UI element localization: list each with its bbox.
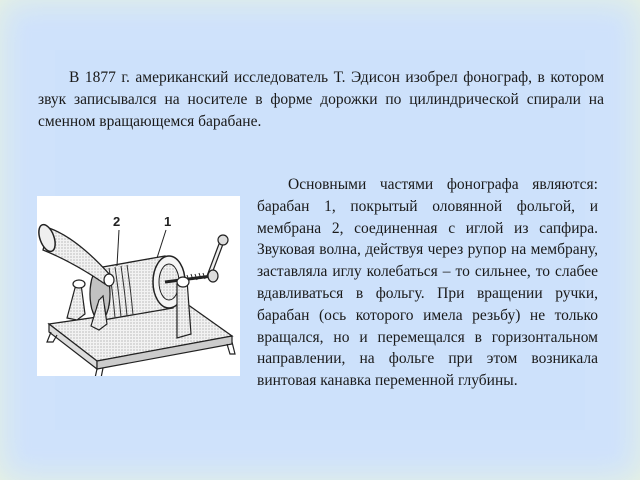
phonograph-figure: [37, 196, 240, 376]
parts-paragraph: Основными частями фонографа являются: барабан 1, покрытый оловянной фольгой, и мембрана 2, соединенная с иглой из сапфира. Звуковая волна, действуя через рупор на мембрану, заставляла иглу колебаться – то сильнее, то слабее вдавливаться в фольгу. При вращении ручки, барабан (ось которого имела резьбу) не только вращался, но и перемещался в горизонтальном направлении, на фольге при этом возникала винтовая канавка переменной глубины.: [257, 176, 598, 390]
label-drum: 1: [164, 214, 172, 229]
label-membrane: 2: [113, 214, 121, 229]
left-stand: [67, 280, 85, 320]
right-stand: [177, 277, 191, 338]
horn: [37, 222, 114, 286]
intro-paragraph: В 1877 г. американский исследователь Т. Эдисон изобрел фонограф, в котором звук записывался на носителе в форме дорожки по цилиндрической спирали на сменном вращающемся барабане.: [38, 69, 604, 130]
phonograph-illustration: [37, 196, 240, 376]
